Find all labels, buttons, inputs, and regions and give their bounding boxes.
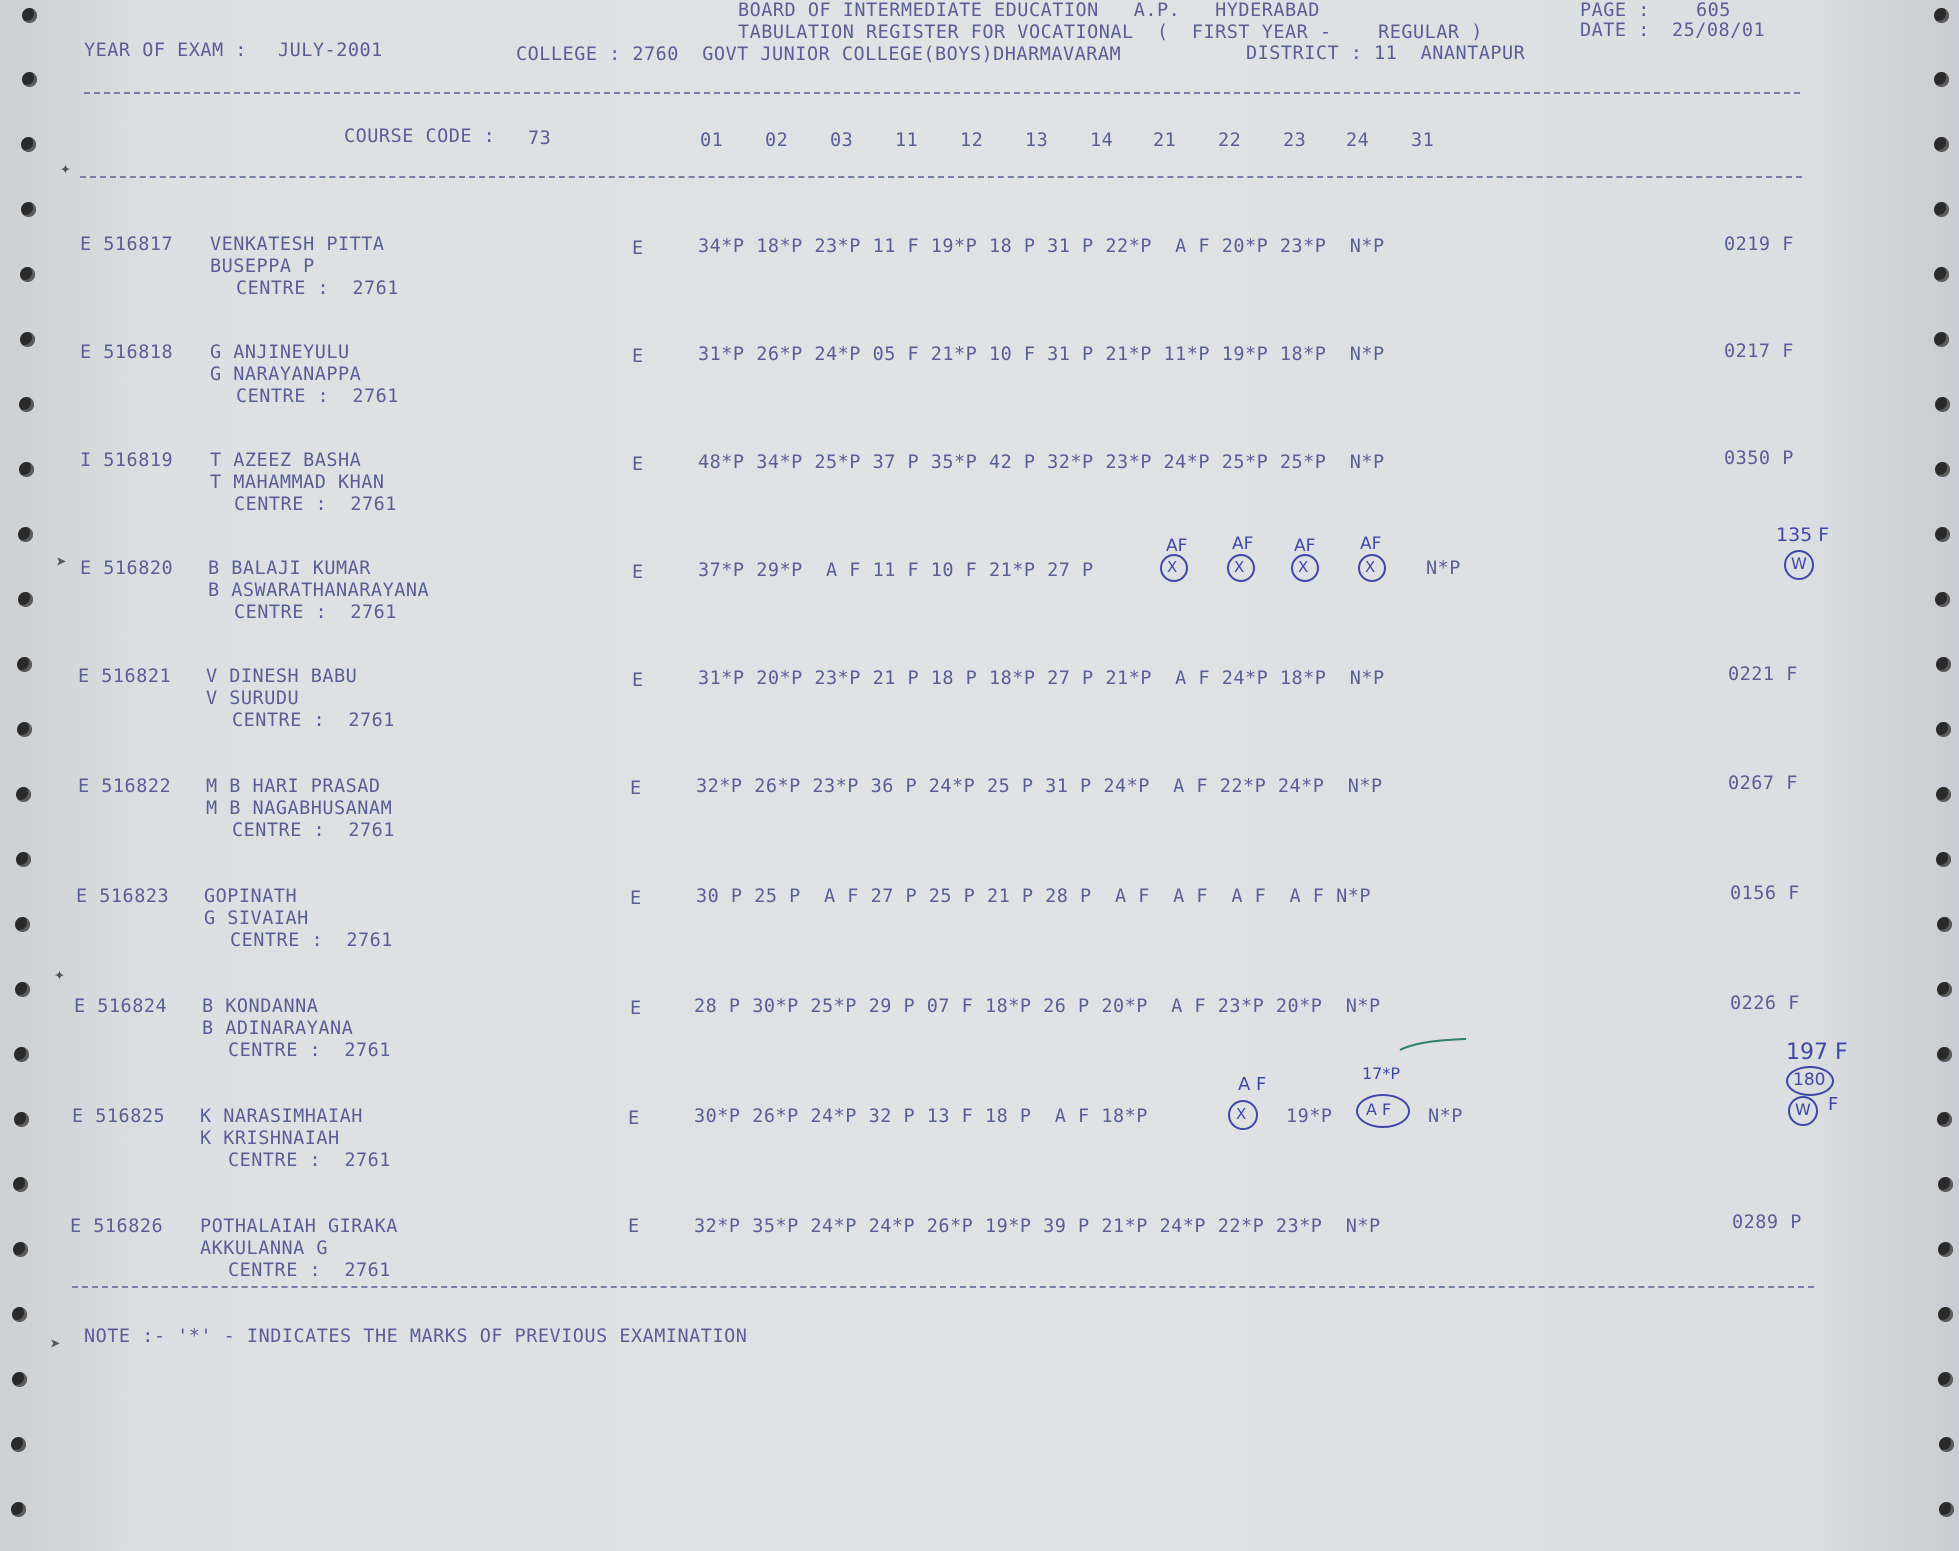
subject-code: 23: [1283, 130, 1307, 151]
father-name: B ADINARAYANA: [202, 1018, 354, 1039]
subject-code: 02: [765, 130, 789, 151]
subject-code: 14: [1090, 130, 1114, 151]
centre: CENTRE : 2761: [232, 710, 395, 731]
marks-tail: N*P: [1428, 1106, 1463, 1127]
date-label: DATE :: [1580, 20, 1650, 41]
student-id: E 516825: [72, 1106, 166, 1127]
centre: CENTRE : 2761: [232, 820, 395, 841]
hw-circle-x: X: [1228, 1100, 1258, 1130]
hw-circle-x: X: [1160, 554, 1188, 582]
medium: E: [632, 670, 644, 691]
subject-code: 31: [1411, 130, 1435, 151]
hw-circle-w: W: [1788, 1096, 1818, 1126]
student-id: E 516820: [80, 558, 174, 579]
subject-code: 24: [1346, 130, 1370, 151]
hw-revised-mark: 17*P: [1362, 1064, 1401, 1083]
hw-total: 197 F: [1786, 1040, 1848, 1065]
medium: E: [630, 888, 642, 909]
student-name: VENKATESH PITTA: [210, 234, 385, 255]
divider: [80, 176, 1802, 178]
year-label: YEAR OF EXAM :: [84, 40, 247, 61]
medium: E: [630, 778, 642, 799]
subject-code: 11: [895, 130, 919, 151]
right-tractor-holes: [1929, 0, 1959, 1551]
student-name: T AZEEZ BASHA: [210, 450, 362, 471]
hw-circle-x: X: [1358, 554, 1386, 582]
marks-mid: 19*P: [1286, 1106, 1333, 1127]
father-name: T MAHAMMAD KHAN: [210, 472, 385, 493]
student-id: E 516826: [70, 1216, 164, 1237]
hw-circle-x: X: [1227, 554, 1255, 582]
medium: E: [632, 562, 644, 583]
total: 0221 F: [1728, 664, 1798, 685]
course-code: 73: [528, 128, 552, 149]
total: 0217 F: [1724, 341, 1794, 362]
student-id: E 516817: [80, 234, 174, 255]
total: 0267 F: [1728, 773, 1798, 794]
divider: [72, 1286, 1814, 1288]
left-tractor-holes: [0, 0, 30, 1551]
total: 0226 F: [1730, 993, 1800, 1014]
hw-absent-fail: AF: [1360, 534, 1382, 554]
page-label: PAGE :: [1580, 0, 1650, 21]
subject-code: 21: [1153, 130, 1177, 151]
marks: 31*P 20*P 23*P 21 P 18 P 18*P 27 P 21*P A F 24*P 18*P N*P: [698, 668, 1385, 689]
centre: CENTRE : 2761: [234, 494, 397, 515]
medium: E: [632, 238, 644, 259]
marks: 30*P 26*P 24*P 32 P 13 F 18 P A F 18*P: [694, 1106, 1148, 1127]
medium: E: [628, 1216, 640, 1237]
total: 0156 F: [1730, 883, 1800, 904]
medium: E: [630, 998, 642, 1019]
father-name: B ASWARATHANARAYANA: [208, 580, 430, 601]
total: 0350 P: [1724, 448, 1794, 469]
subject-code: 03: [830, 130, 854, 151]
hw-circle-total: 180: [1786, 1066, 1834, 1096]
medium: E: [632, 346, 644, 367]
pin-mark: ➤: [56, 552, 67, 573]
pin-mark: ✦: [54, 964, 65, 985]
student-name: B KONDANNA: [202, 996, 319, 1017]
hw-stroke: [1396, 1036, 1468, 1056]
subject-code: 01: [700, 130, 724, 151]
district-line: DISTRICT : 11 ANANTAPUR: [1246, 43, 1526, 64]
centre: CENTRE : 2761: [228, 1260, 391, 1281]
centre: CENTRE : 2761: [236, 278, 399, 299]
student-id: E 516822: [78, 776, 172, 797]
father-name: AKKULANNA G: [200, 1238, 329, 1259]
hw-circle-af: A F: [1356, 1094, 1410, 1128]
marks-tail: N*P: [1426, 558, 1461, 579]
date-value: 25/08/01: [1672, 20, 1766, 41]
marks: 28 P 30*P 25*P 29 P 07 F 18*P 26 P 20*P A F 23*P 20*P N*P: [694, 996, 1381, 1017]
student-id: I 516819: [80, 450, 174, 471]
father-name: G SIVAIAH: [204, 908, 309, 929]
pin-mark: ✦: [60, 158, 71, 179]
hw-absent-fail: AF: [1232, 534, 1254, 554]
total: 0219 F: [1724, 234, 1794, 255]
college-line: COLLEGE : 2760 GOVT JUNIOR COLLEGE(BOYS)DHARMAVARAM: [516, 44, 1122, 65]
centre: CENTRE : 2761: [228, 1150, 391, 1171]
hw-circle-w: W: [1784, 550, 1814, 580]
father-name: BUSEPPA P: [210, 256, 315, 277]
hw-absent-fail: A F: [1238, 1074, 1267, 1095]
marks: 30 P 25 P A F 27 P 25 P 21 P 28 P A F A F A F A F N*P: [696, 886, 1372, 907]
student-name: G ANJINEYULU: [210, 342, 350, 363]
father-name: K KRISHNAIAH: [200, 1128, 340, 1149]
marks: 32*P 35*P 24*P 24*P 26*P 19*P 39 P 21*P 24*P 22*P 23*P N*P: [694, 1216, 1381, 1237]
medium: E: [628, 1108, 640, 1129]
centre: CENTRE : 2761: [230, 930, 393, 951]
subject-code: 13: [1025, 130, 1049, 151]
hw-circle-x: X: [1291, 554, 1319, 582]
student-id: E 516824: [74, 996, 168, 1017]
course-label: COURSE CODE :: [344, 126, 496, 147]
student-id: E 516818: [80, 342, 174, 363]
marks: 48*P 34*P 25*P 37 P 35*P 42 P 32*P 23*P 24*P 25*P 25*P N*P: [698, 452, 1385, 473]
total: 0289 P: [1732, 1212, 1802, 1233]
student-name: POTHALAIAH GIRAKA: [200, 1216, 398, 1237]
student-id: E 516821: [78, 666, 172, 687]
marks: 32*P 26*P 23*P 36 P 24*P 25 P 31 P 24*P A F 22*P 24*P N*P: [696, 776, 1383, 797]
centre: CENTRE : 2761: [236, 386, 399, 407]
marks: 37*P 29*P A F 11 F 10 F 21*P 27 P: [698, 560, 1094, 581]
marks: 34*P 18*P 23*P 11 F 19*P 18 P 31 P 22*P A F 20*P 23*P N*P: [698, 236, 1385, 257]
centre: CENTRE : 2761: [228, 1040, 391, 1061]
medium: E: [632, 454, 644, 475]
student-name: V DINESH BABU: [206, 666, 358, 687]
pin-mark: ➤: [50, 1334, 61, 1355]
hw-total: 135 F: [1776, 524, 1830, 546]
father-name: G NARAYANAPPA: [210, 364, 362, 385]
student-name: B BALAJI KUMAR: [208, 558, 371, 579]
hw-absent-fail: AF: [1294, 536, 1316, 556]
father-name: M B NAGABHUSANAM: [206, 798, 393, 819]
subject-code: 22: [1218, 130, 1242, 151]
board-title: BOARD OF INTERMEDIATE EDUCATION A.P. HYDERABAD: [738, 0, 1320, 21]
student-name: M B HARI PRASAD: [206, 776, 381, 797]
page-number: 605: [1696, 0, 1731, 21]
centre: CENTRE : 2761: [234, 602, 397, 623]
subject-code: 12: [960, 130, 984, 151]
marks: 31*P 26*P 24*P 05 F 21*P 10 F 31 P 21*P 11*P 19*P 18*P N*P: [698, 344, 1385, 365]
student-id: E 516823: [76, 886, 170, 907]
hw-absent-fail: AF: [1166, 536, 1188, 556]
footnote: NOTE :- '*' - INDICATES THE MARKS OF PREVIOUS EXAMINATION: [84, 1326, 748, 1347]
hw-fail: F: [1828, 1094, 1839, 1115]
divider: [84, 92, 1800, 94]
father-name: V SURUDU: [206, 688, 300, 709]
register-title: TABULATION REGISTER FOR VOCATIONAL ( FIRST YEAR - REGULAR ): [738, 22, 1483, 43]
year-value: JULY-2001: [278, 40, 383, 61]
student-name: GOPINATH: [204, 886, 298, 907]
student-name: K NARASIMHAIAH: [200, 1106, 363, 1127]
